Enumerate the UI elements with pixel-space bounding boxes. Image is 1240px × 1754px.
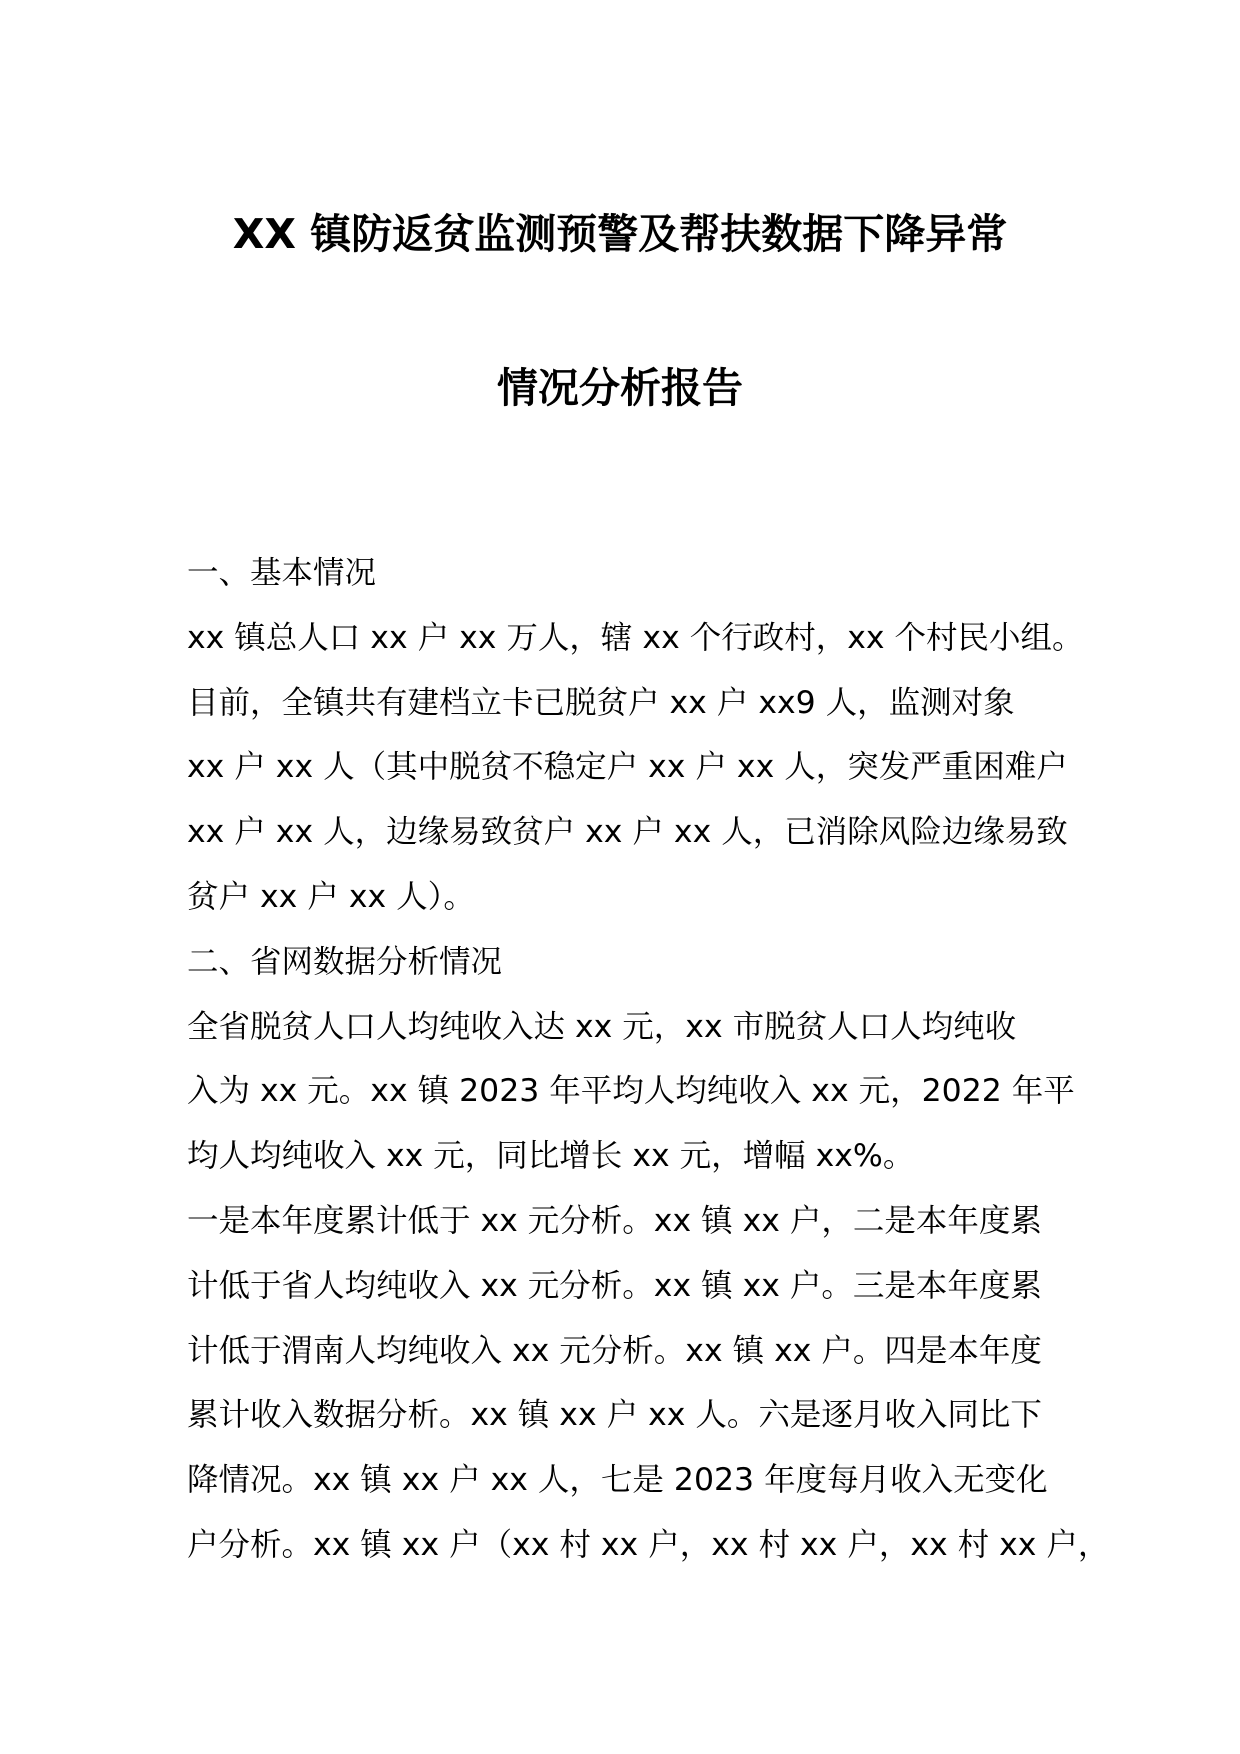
body-line: 户分析。xx 镇 xx 户（xx 村 xx 户，xx 村 xx 户，xx 村 xx 户， [187,1526,1110,1563]
document-title-line-2: 情况分析报告 [497,364,743,412]
body-line: 计低于渭南人均纯收入 xx 元分析。xx 镇 xx 户。四是本年度 [187,1332,1042,1369]
document-title-line-1: XX 镇防返贫监测预警及帮扶数据下降异常 [232,210,1008,258]
body-line: 计低于省人均纯收入 xx 元分析。xx 镇 xx 户。三是本年度累 [187,1267,1042,1304]
body-line: 全省脱贫人口人均纯收入达 xx 元，xx 市脱贫人口人均纯收 [187,1008,1017,1045]
body-line: 累计收入数据分析。xx 镇 xx 户 xx 人。六是逐月收入同比下 [187,1397,1042,1434]
body-line: 均人均纯收入 xx 元，同比增长 xx 元，增幅 xx%。 [187,1138,915,1175]
document-body [187,541,1110,1578]
section-heading-data-analysis: 二、省网数据分析情况 [187,943,503,980]
body-line: 一是本年度累计低于 xx 元分析。xx 镇 xx 户，二是本年度累 [187,1202,1042,1239]
body-line: xx 镇总人口 xx 户 xx 万人，辖 xx 个行政村，xx 个村民小组。 [187,619,1084,656]
body-line: 贫户 xx 户 xx 人）。 [187,878,475,915]
body-line: 入为 xx 元。xx 镇 2023 年平均人均纯收入 xx 元，2022 年平 [187,1073,1075,1110]
section-heading-basic: 一、基本情况 [187,555,377,591]
body-line: 降情况。xx 镇 xx 户 xx 人，七是 2023 年度每月收入无变化 [187,1462,1048,1499]
body-line: 目前，全镇共有建档立卡已脱贫户 xx 户 xx9 人，监测对象 [187,684,1015,721]
body-line: xx 户 xx 人，边缘易致贫户 xx 户 xx 人，已消除风险边缘易致 [187,814,1068,851]
body-line: xx 户 xx 人（其中脱贫不稳定户 xx 户 xx 人，突发严重困难户 [187,749,1068,786]
